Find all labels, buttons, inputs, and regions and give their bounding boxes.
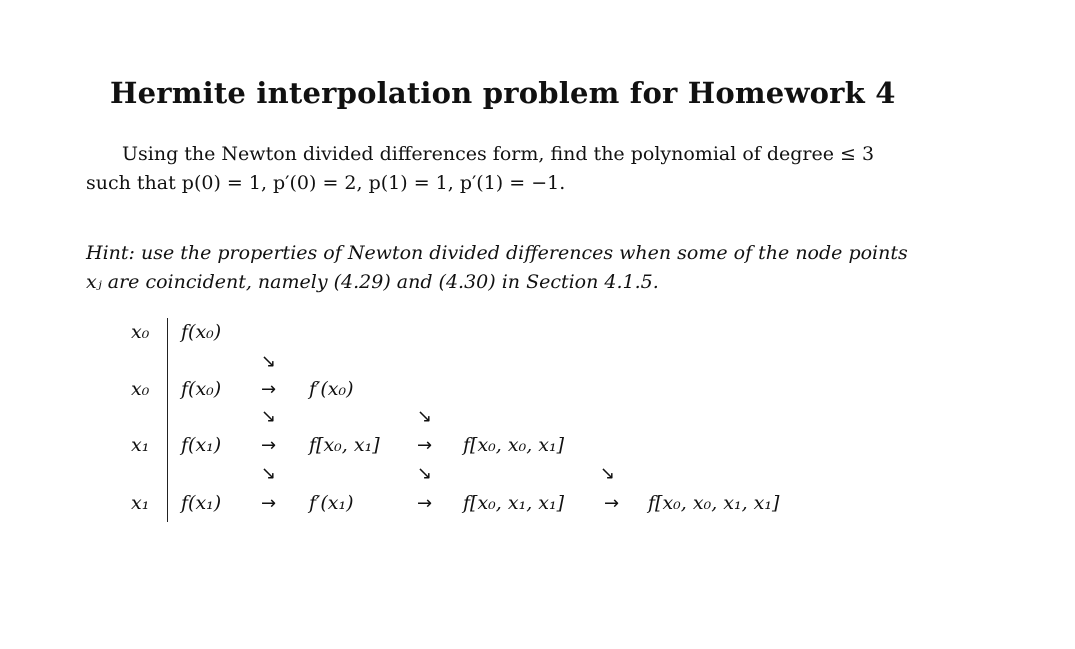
second-difference-cell: f[x₀, x₀, x₁] bbox=[463, 434, 565, 456]
right-arrow-icon: → bbox=[417, 493, 433, 514]
node-cell: x₁ bbox=[131, 434, 150, 456]
node-cell: x₀ bbox=[131, 378, 150, 400]
hint-line-2: xⱼ are coincident, namely (4.29) and (4.30) in Section 4.1.5. bbox=[86, 271, 659, 293]
first-difference-cell: f′(x₁) bbox=[309, 492, 354, 514]
first-difference-cell: f[x₀, x₁] bbox=[309, 434, 380, 456]
diagonal-arrow-icon: ↘ bbox=[261, 406, 277, 427]
problem-line-1: Using the Newton divided differences form, find the polynomial of degree ≤ 3 bbox=[122, 143, 875, 165]
value-cell: f(x₀) bbox=[181, 378, 222, 400]
value-cell: f(x₀) bbox=[181, 321, 222, 343]
problem-line-2: such that p(0) = 1, p′(0) = 2, p(1) = 1, p′(1) = −1. bbox=[86, 172, 566, 194]
right-arrow-icon: → bbox=[604, 493, 620, 514]
table-divider bbox=[167, 318, 168, 522]
node-cell: x₁ bbox=[131, 492, 150, 514]
value-cell: f(x₁) bbox=[181, 492, 222, 514]
node-cell: x₀ bbox=[131, 321, 150, 343]
diagonal-arrow-icon: ↘ bbox=[417, 406, 433, 427]
first-difference-cell: f′(x₀) bbox=[309, 378, 354, 400]
value-cell: f(x₁) bbox=[181, 434, 222, 456]
hint-line-1: Hint: use the properties of Newton divided differences when some of the node points bbox=[86, 242, 908, 264]
diagonal-arrow-icon: ↘ bbox=[417, 463, 433, 484]
right-arrow-icon: → bbox=[417, 435, 433, 456]
diagonal-arrow-icon: ↘ bbox=[600, 463, 616, 484]
page-title: Hermite interpolation problem for Homework 4 bbox=[110, 76, 896, 110]
second-difference-cell: f[x₀, x₁, x₁] bbox=[463, 492, 565, 514]
diagonal-arrow-icon: ↘ bbox=[261, 351, 277, 372]
diagonal-arrow-icon: ↘ bbox=[261, 463, 277, 484]
right-arrow-icon: → bbox=[261, 493, 277, 514]
third-difference-cell: f[x₀, x₀, x₁, x₁] bbox=[648, 492, 780, 514]
right-arrow-icon: → bbox=[261, 435, 277, 456]
right-arrow-icon: → bbox=[261, 379, 277, 400]
